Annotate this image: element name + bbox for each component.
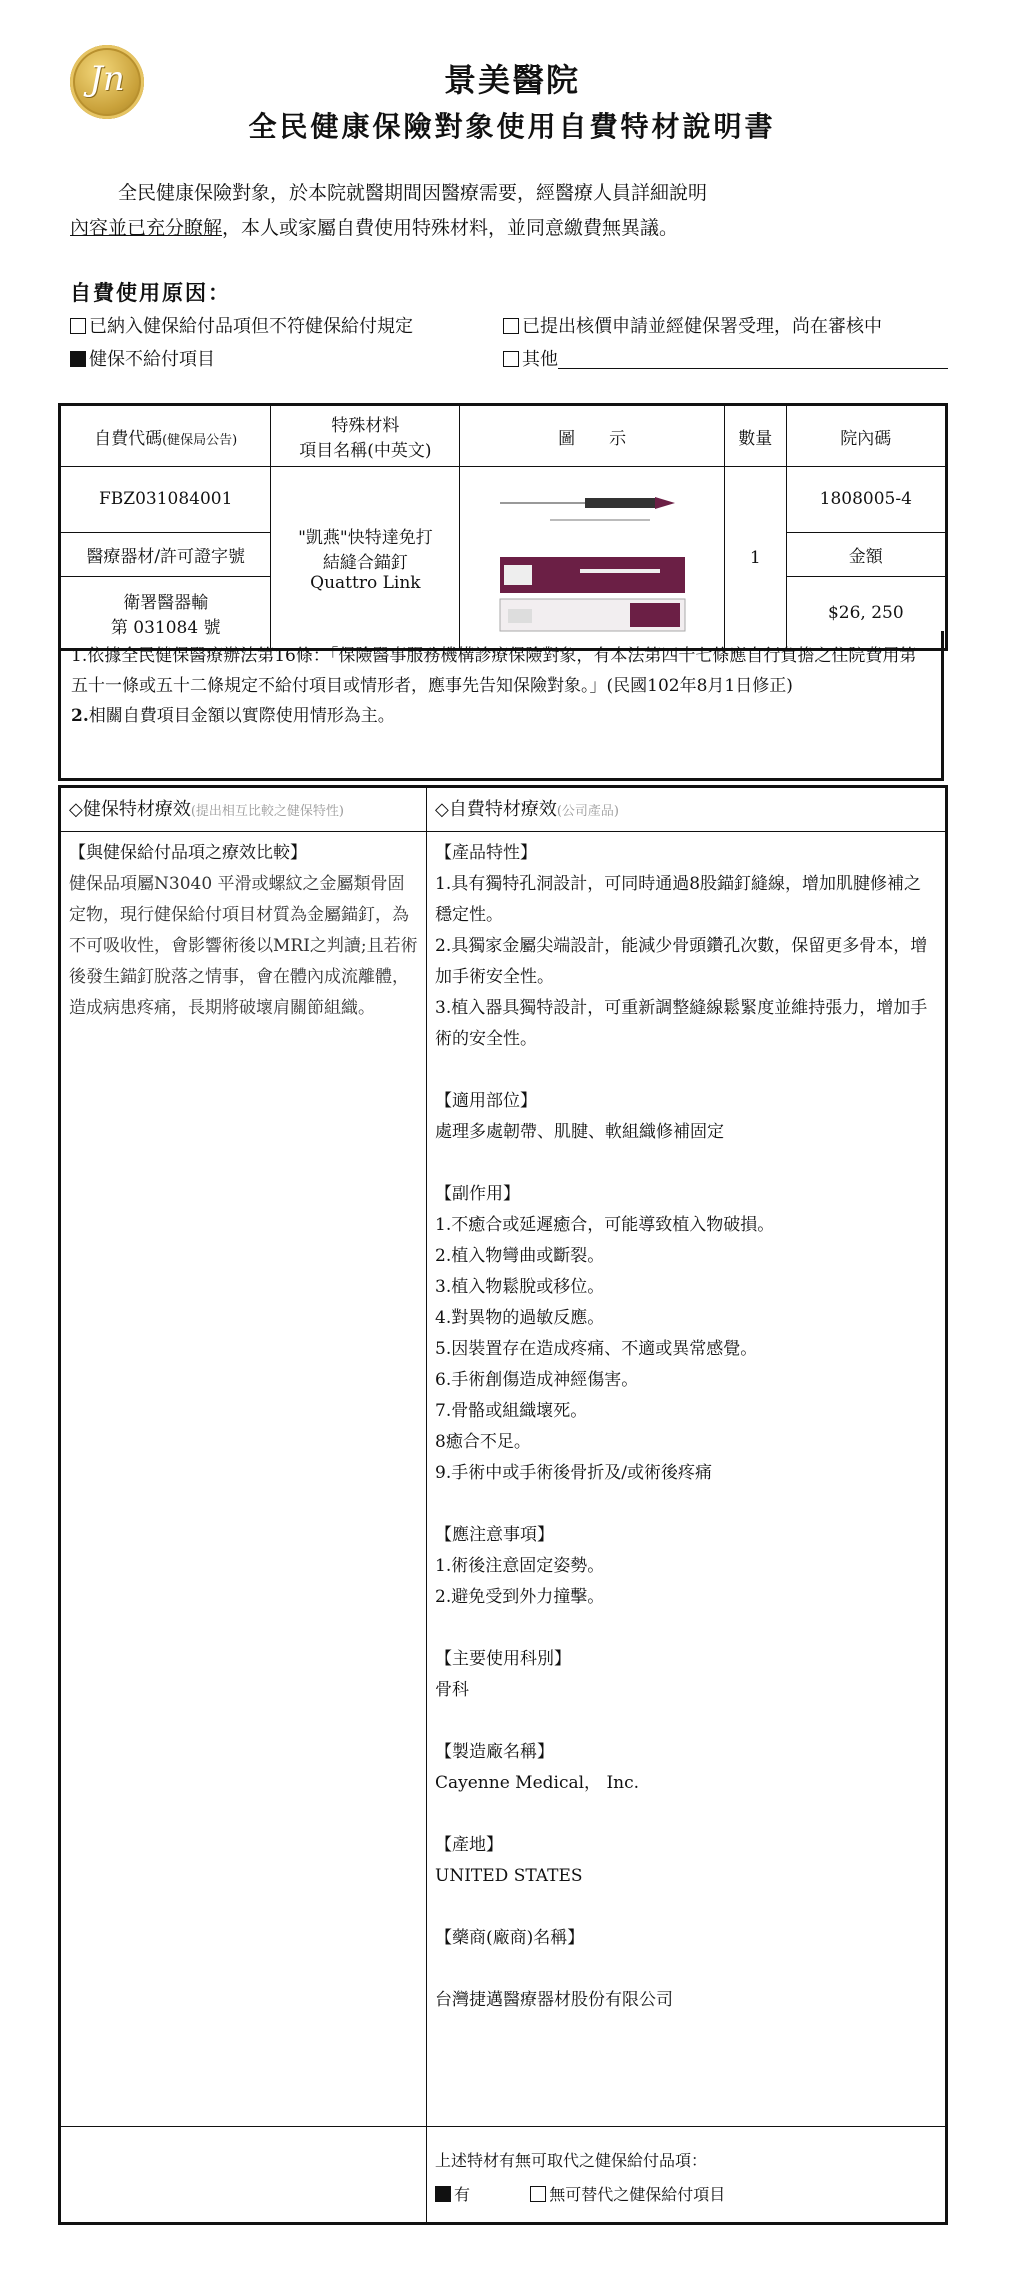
hospital-name: 景美醫院 — [443, 61, 580, 99]
cell-qty: 1 — [724, 467, 786, 650]
side-1: 1.不癒合或延遲癒合，可能導致植入物破損。 — [435, 1215, 775, 1235]
site-title: 【適用部位】 — [435, 1091, 537, 1111]
mfr: Cayenne Medical， Inc. — [435, 1773, 640, 1793]
alternative-section — [435, 2144, 725, 2212]
left-body: 健保品項屬N3040 平滑或螺紋之金屬類骨固定物，現行健保給付項目材質為金屬錨釘，為不可吸收性，會影響術後以MRI之判讀;且若術後發生錨釘脫落之情事，會在體內成流離體，造成病患疼痛，長期將破壞肩關節組織。 — [69, 874, 418, 1018]
side-8: 8癒合不足。 — [435, 1432, 531, 1452]
reason-option-1[interactable]: 已納入健保給付品項但不符健保給付規定 — [70, 312, 413, 338]
reasons-heading: 自費使用原因： — [70, 280, 231, 305]
alt-question: 上述特材有無可取代之健保給付品項： — [435, 2151, 708, 2170]
intro-underline: 內容並已充分瞭解 — [70, 217, 223, 239]
cell-hosp-code: 1808005-4 — [786, 467, 946, 533]
reason-option-2[interactable]: 已提出核價申請並經健保署受理，尚在審核中 — [503, 312, 882, 338]
right-header: ◇自費特材療效(公司產品) — [427, 788, 945, 832]
reason-option-4[interactable]: 其他 — [503, 345, 948, 371]
right-column — [427, 788, 945, 2222]
hdr-name: 特殊材料 項目名稱(中英文) — [271, 405, 460, 467]
checkbox-checked-icon — [70, 351, 86, 367]
mfr-title: 【製造廠名稱】 — [435, 1742, 554, 1762]
dept-title: 【主要使用科別】 — [435, 1649, 571, 1669]
origin-title: 【產地】 — [435, 1835, 503, 1855]
features-title: 【產品特性】 — [435, 843, 537, 863]
other-blank-line — [558, 350, 948, 369]
side-5: 5.因裝置存在造成疼痛、不適或異常感覺。 — [435, 1339, 758, 1359]
side-9: 9.手術中或手術後骨折及/或術後疼痛 — [435, 1463, 712, 1483]
comparison-grid — [58, 785, 948, 2225]
checkbox-icon — [530, 2186, 546, 2202]
side-3: 3.植入物鬆脫或移位。 — [435, 1277, 605, 1297]
hdr-code: 自費代碼(健保局公告) — [60, 405, 271, 467]
cell-amount: $26, 250 — [786, 577, 946, 650]
site: 處理多處韌帶、肌腱、軟組織修補固定 — [435, 1122, 724, 1142]
feature-3: 3.植入器具獨特設計，可重新調整縫線鬆緊度並維持張力，增加手術的安全性。 — [435, 998, 928, 1049]
side-6: 6.手術創傷造成神經傷害。 — [435, 1370, 639, 1390]
alt-yes-option[interactable]: 有 — [435, 2185, 470, 2204]
cell-name: "凱燕"快特達免打 結縫合錨釘 Quattro Link — [271, 467, 460, 650]
cell-license-label: 醫療器材/許可證字號 — [60, 532, 271, 577]
cell-license: 衛署醫器輸 第 031084 號 — [60, 577, 271, 650]
cell-image — [460, 467, 725, 650]
origin: UNITED STATES — [435, 1866, 583, 1886]
caution-1: 1.術後注意固定姿勢。 — [435, 1556, 605, 1576]
alt-no-option[interactable]: 無可替代之健保給付項目 — [530, 2185, 725, 2204]
feature-1: 1.具有獨特孔洞設計，可同時通過8股錨釘縫線，增加肌腱修補之穩定性。 — [435, 874, 922, 925]
left-header: ◇健保特材療效(提出相互比較之健保特性) — [61, 788, 426, 832]
checkbox-icon — [70, 318, 86, 334]
vendor: 台灣捷邁醫療器材股份有限公司 — [435, 1990, 673, 2010]
material-table — [58, 403, 948, 651]
side-effects-title: 【副作用】 — [435, 1184, 520, 1204]
bottom-divider — [61, 2126, 945, 2127]
reason-option-3[interactable]: 健保不給付項目 — [70, 345, 215, 371]
caution-2: 2.避免受到外力撞擊。 — [435, 1587, 605, 1607]
hdr-hosp-code: 院內碼 — [786, 405, 946, 467]
left-column — [61, 788, 427, 2222]
dept: 骨科 — [435, 1680, 469, 1700]
note-1: 1.依據全民健保醫療辦法第16條：「保險醫事服務機構診療保險對象，有本法第四十七條應自行負擔之住院費用第五十一條或五十二條規定不給付項目或情形者，應事先告知保險對象。」(民國102年8月1日修正) — [71, 646, 917, 696]
left-title: 【與健保給付品項之療效比較】 — [69, 843, 307, 863]
hdr-image: 圖 示 — [460, 405, 725, 467]
page-title: 全民健康保險對象使用自費特材說明書 — [248, 110, 776, 143]
notes-box — [58, 631, 944, 781]
side-7: 7.骨骼或組織壞死。 — [435, 1401, 588, 1421]
cell-code: FBZ031084001 — [60, 467, 271, 533]
side-4: 4.對異物的過敏反應。 — [435, 1308, 605, 1328]
side-2: 2.植入物彎曲或斷裂。 — [435, 1246, 605, 1266]
hdr-qty: 數量 — [724, 405, 786, 467]
vendor-title: 【藥商(廠商)名稱】 — [435, 1928, 585, 1948]
checkbox-icon — [503, 318, 519, 334]
product-image — [490, 475, 695, 635]
note-2: 2.相關自費項目金額以實際使用情形為主。 — [71, 706, 395, 726]
checkbox-icon — [503, 351, 519, 367]
cell-amount-label: 金額 — [786, 532, 946, 577]
checkbox-checked-icon — [435, 2186, 451, 2202]
hospital-logo: Jn — [70, 45, 144, 119]
caution-title: 【應注意事項】 — [435, 1525, 554, 1545]
feature-2: 2.具獨家金屬尖端設計，能減少骨頭鑽孔次數，保留更多骨本，增加手術安全性。 — [435, 936, 928, 987]
intro-paragraph: 全民健康保險對象，於本院就醫期間因醫療需要，經醫療人員詳細說明 內容並已充分瞭解，本人或家屬自費使用特殊材料，並同意繳費無異議。 — [70, 182, 708, 239]
